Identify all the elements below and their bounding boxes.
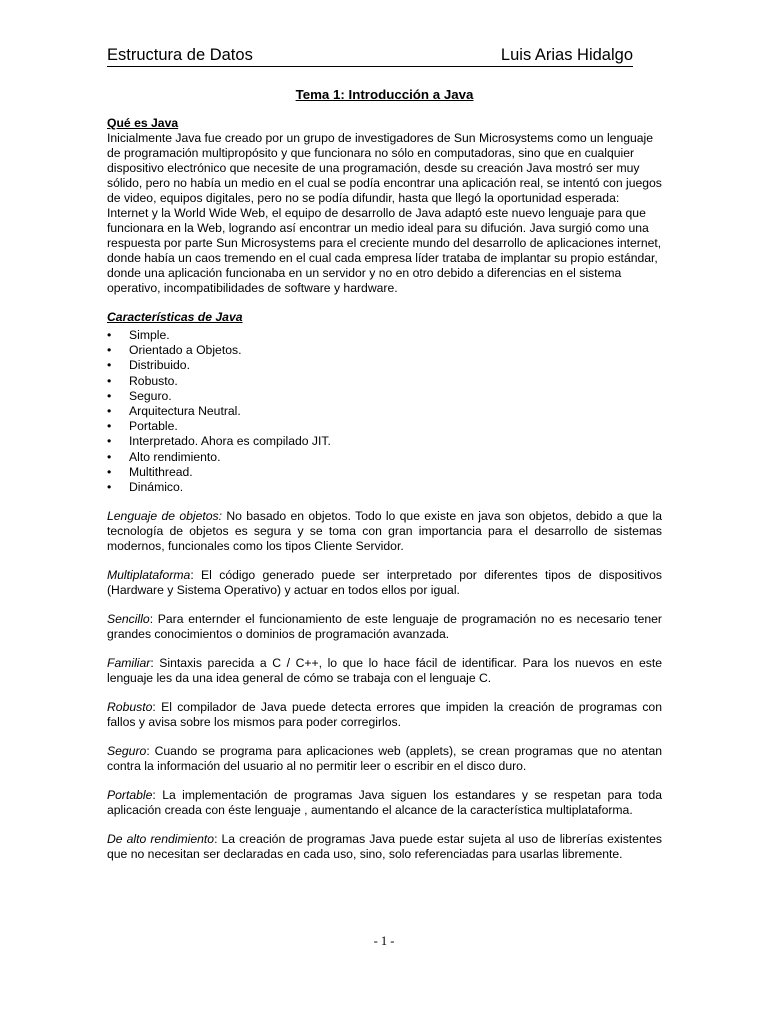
bullet-icon: •	[107, 403, 112, 418]
paragraph-robusto: Robusto: El compilador de Java puede detecta errores que impiden la creación de programas con fallos y avisa sobre los mismos para poder corregirlos.	[107, 700, 662, 730]
list-item: • Dinámico.	[107, 479, 184, 494]
list-item: • Alto rendimiento.	[107, 449, 221, 464]
term-label: Lenguaje de objetos:	[107, 509, 223, 524]
section-heading-caracteristicas: Características de Java	[107, 310, 243, 324]
bullet-icon: •	[107, 373, 112, 388]
term-label: Robusto	[107, 700, 153, 715]
term-label: Sencillo	[107, 612, 150, 627]
term-label: Multiplataforma	[107, 568, 191, 583]
list-item: • Arquitectura Neutral.	[107, 403, 241, 418]
term-label: Familiar	[107, 656, 151, 671]
bullet-icon: •	[107, 479, 112, 494]
bullet-icon: •	[107, 464, 112, 479]
document-title: Tema 1: Introducción a Java	[295, 87, 474, 102]
section-heading-que-es-java: Qué es Java	[107, 116, 179, 130]
page-number: - 1 -	[373, 934, 395, 948]
page-header	[107, 44, 633, 67]
document-body	[107, 87, 662, 876]
term-label: Portable	[107, 788, 153, 803]
bullet-icon: •	[107, 388, 112, 403]
paragraph-familiar: Familiar: Sintaxis parecida a C / C++, lo que lo hace fácil de identificar. Para los nuevos en este lenguaje les da una idea general de cómo se trabaja con el lenguaje C.	[107, 656, 662, 686]
paragraph-multiplataforma: Multiplataforma: El código generado puede ser interpretado por diferentes tipos de dispositivos (Hardware y Sistema Operativo) y actuar en todos ellos por igual.	[107, 568, 662, 598]
list-item: • Distribuido.	[107, 358, 190, 373]
bullet-icon: •	[107, 419, 112, 434]
bullet-icon: •	[107, 358, 112, 373]
term-label: De alto rendimiento	[107, 832, 215, 847]
header-course-title: Estructura de Datos	[107, 46, 253, 64]
list-item: • Simple.	[107, 328, 170, 342]
bullet-icon: •	[107, 343, 112, 358]
paragraph-sencillo: Sencillo: Para enternder el funcionamiento de este lenguaje de programación no es necesario tener grandes conocimientos o dominios de programación avanzada.	[107, 612, 662, 642]
features-list	[107, 328, 662, 495]
term-label: Seguro	[107, 744, 147, 759]
paragraph-seguro: Seguro: Cuando se programa para aplicaciones web (applets), se crean programas que no atentan contra la información del usuario al no permitir leer o escribir en el disco duro.	[107, 744, 662, 774]
paragraph-alto-rendimiento: De alto rendimiento: La creación de programas Java puede estar sujeta al uso de librerías existentes que no necesitan ser declaradas en cada uso, sino, solo referenciadas para usarlas libremente.	[107, 832, 662, 862]
list-item: • Interpretado. Ahora es compilado JIT.	[107, 434, 331, 449]
list-item: • Seguro.	[107, 388, 172, 403]
intro-paragraph: Inicialmente Java fue creado por un grupo de investigadores de Sun Microsystems como un lenguaje de programación multipropósito y que funcionara no sólo en computadoras, sino que en cualquier dispositivo electrónico que necesite de una programación, desde su creación Java mostró ser muy sólido, pero no había un medio en el cual se podía encontrar una aplicación real, se intentó con juegos de video, equipos digitales, pero no se podía difundir, hasta que llegó la oportunidad esperada: Internet y la World Wide Web, el equipo de desarrollo de Java adaptó este nuevo lenguaje para que funcionara en la Web, logrando así encontrar un medio ideal para su difución. Java surgió como una respuesta por parte Sun Microsystems para el creciente mundo del desarrollo de aplicaciones internet, donde había un caos tremendo en el cual cada empresa líder trataba de implantar su propio estándar, donde una aplicación funcionaba en un servidor y no en otro debido a diferencias en el sistema operativo, incompatibilidades de software y hardware.	[107, 131, 662, 295]
header-author: Luis Arias Hidalgo	[500, 46, 633, 64]
list-item: • Orientado a Objetos.	[107, 343, 242, 358]
list-item: • Multithread.	[107, 464, 193, 479]
paragraph-portable: Portable: La implementación de programas Java siguen los estandares y se respetan para toda aplicación creada con éste lenguaje , aumentando el alcance de la característica multiplataforma.	[107, 788, 662, 818]
bullet-icon: •	[107, 328, 112, 342]
paragraph-lenguaje-objetos: Lenguaje de objetos: No basado en objetos. Todo lo que existe en java son objetos, debido a que la tecnología de objetos es segura y se toma con gran importancia para el desarrollo de sistemas modernos, funcionales como los tipos Cliente Servidor.	[107, 509, 663, 554]
bullet-icon: •	[107, 449, 112, 464]
bullet-icon: •	[107, 434, 112, 449]
list-item: • Portable.	[107, 419, 178, 434]
list-item: • Robusto.	[107, 373, 178, 388]
